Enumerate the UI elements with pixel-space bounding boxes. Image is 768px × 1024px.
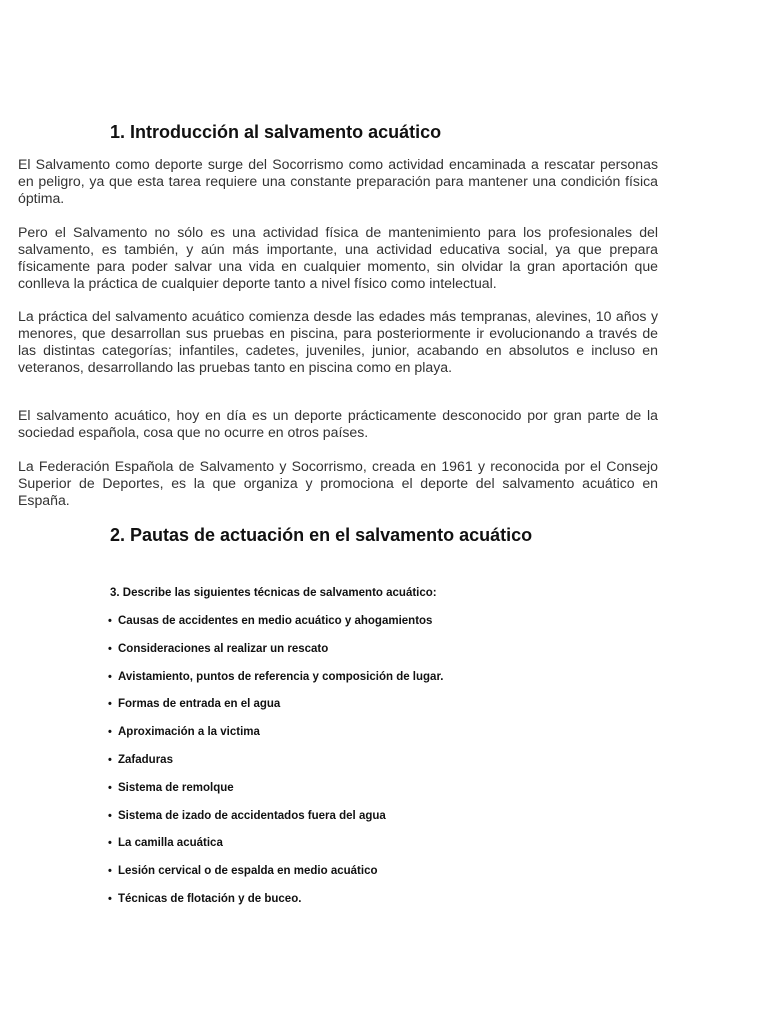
bullet-icon: • xyxy=(108,781,112,794)
bullet-icon: • xyxy=(108,642,112,655)
list-item-text: La camilla acuática xyxy=(118,837,223,850)
bullet-icon: • xyxy=(108,865,112,878)
technique-list xyxy=(108,615,444,921)
list-item-text: Lesión cervical o de espalda en medio acuático xyxy=(118,865,378,878)
bullet-icon: • xyxy=(108,726,112,739)
list-item xyxy=(108,893,444,921)
list-item xyxy=(108,615,444,643)
paragraph: La práctica del salvamento acuático comienza desde las edades más tempranas, alevines, 10 años y menores, que desarrollan sus pruebas en piscina, para posteriormente ir evolucionando a través de las distintas categorías; infantiles, cadetes, juveniles, junior, acabando en absolutos e incluso en veteranos, desarrollando las pruebas tanto en piscina como en playa. xyxy=(18,308,658,375)
list-item xyxy=(108,671,444,699)
section-heading-pautas: 2. Pautas de actuación en el salvamento acuático xyxy=(110,525,533,545)
list-item xyxy=(108,754,444,782)
list-item xyxy=(108,810,444,838)
task-title: 3. Describe las siguientes técnicas de salvamento acuático: xyxy=(110,587,437,599)
list-item-text: Sistema de remolque xyxy=(118,781,234,794)
list-item-text: Aproximación a la victima xyxy=(118,726,260,739)
list-item-text: Zafaduras xyxy=(118,753,173,766)
list-item-text: Causas de accidentes en medio acuático y ahogamientos xyxy=(118,615,433,627)
bullet-icon: • xyxy=(108,615,112,627)
list-item xyxy=(108,698,444,726)
list-item xyxy=(108,837,444,865)
list-item xyxy=(108,865,444,893)
list-item xyxy=(108,782,444,810)
bullet-icon: • xyxy=(108,698,112,711)
list-item-text: Consideraciones al realizar un rescato xyxy=(118,642,329,655)
list-item-text: Sistema de izado de accidentados fuera del agua xyxy=(118,809,386,822)
bullet-icon: • xyxy=(108,753,112,766)
bullet-icon: • xyxy=(108,837,112,850)
paragraph: El Salvamento como deporte surge del Socorrismo como actividad encaminada a rescatar personas en peligro, ya que esta tarea requiere una constante preparación para mantener una condición física óptima. xyxy=(18,156,658,206)
paragraph: La Federación Española de Salvamento y Socorrismo, creada en 1961 y reconocida por el Consejo Superior de Deportes, es la que organiza y promociona el deporte del salvamento acuático en España. xyxy=(18,458,658,508)
list-item xyxy=(108,726,444,754)
list-item xyxy=(108,643,444,671)
bullet-icon: • xyxy=(108,892,112,905)
bullet-icon: • xyxy=(108,809,112,822)
paragraph: Pero el Salvamento no sólo es una actividad física de mantenimiento para los profesionales del salvamento, es también, y aún más importante, una actividad educativa social, ya que prepara físicamente para poder salvar una vida en cualquier momento, sin olvidar la gran aportación que conlleva la práctica de cualquier deporte tanto a nivel físico como intelectual. xyxy=(18,224,658,291)
list-item-text: Avistamiento, puntos de referencia y composición de lugar. xyxy=(118,670,444,683)
paragraph: El salvamento acuático, hoy en día es un deporte prácticamente desconocido por gran parte de la sociedad española, cosa que no ocurre en otros países. xyxy=(18,407,658,440)
bullet-icon: • xyxy=(108,670,112,683)
list-item-text: Formas de entrada en el agua xyxy=(118,698,281,711)
section-heading-introduccion: 1. Introducción al salvamento acuático xyxy=(110,122,442,142)
list-item-text: Técnicas de flotación y de buceo. xyxy=(118,892,302,905)
